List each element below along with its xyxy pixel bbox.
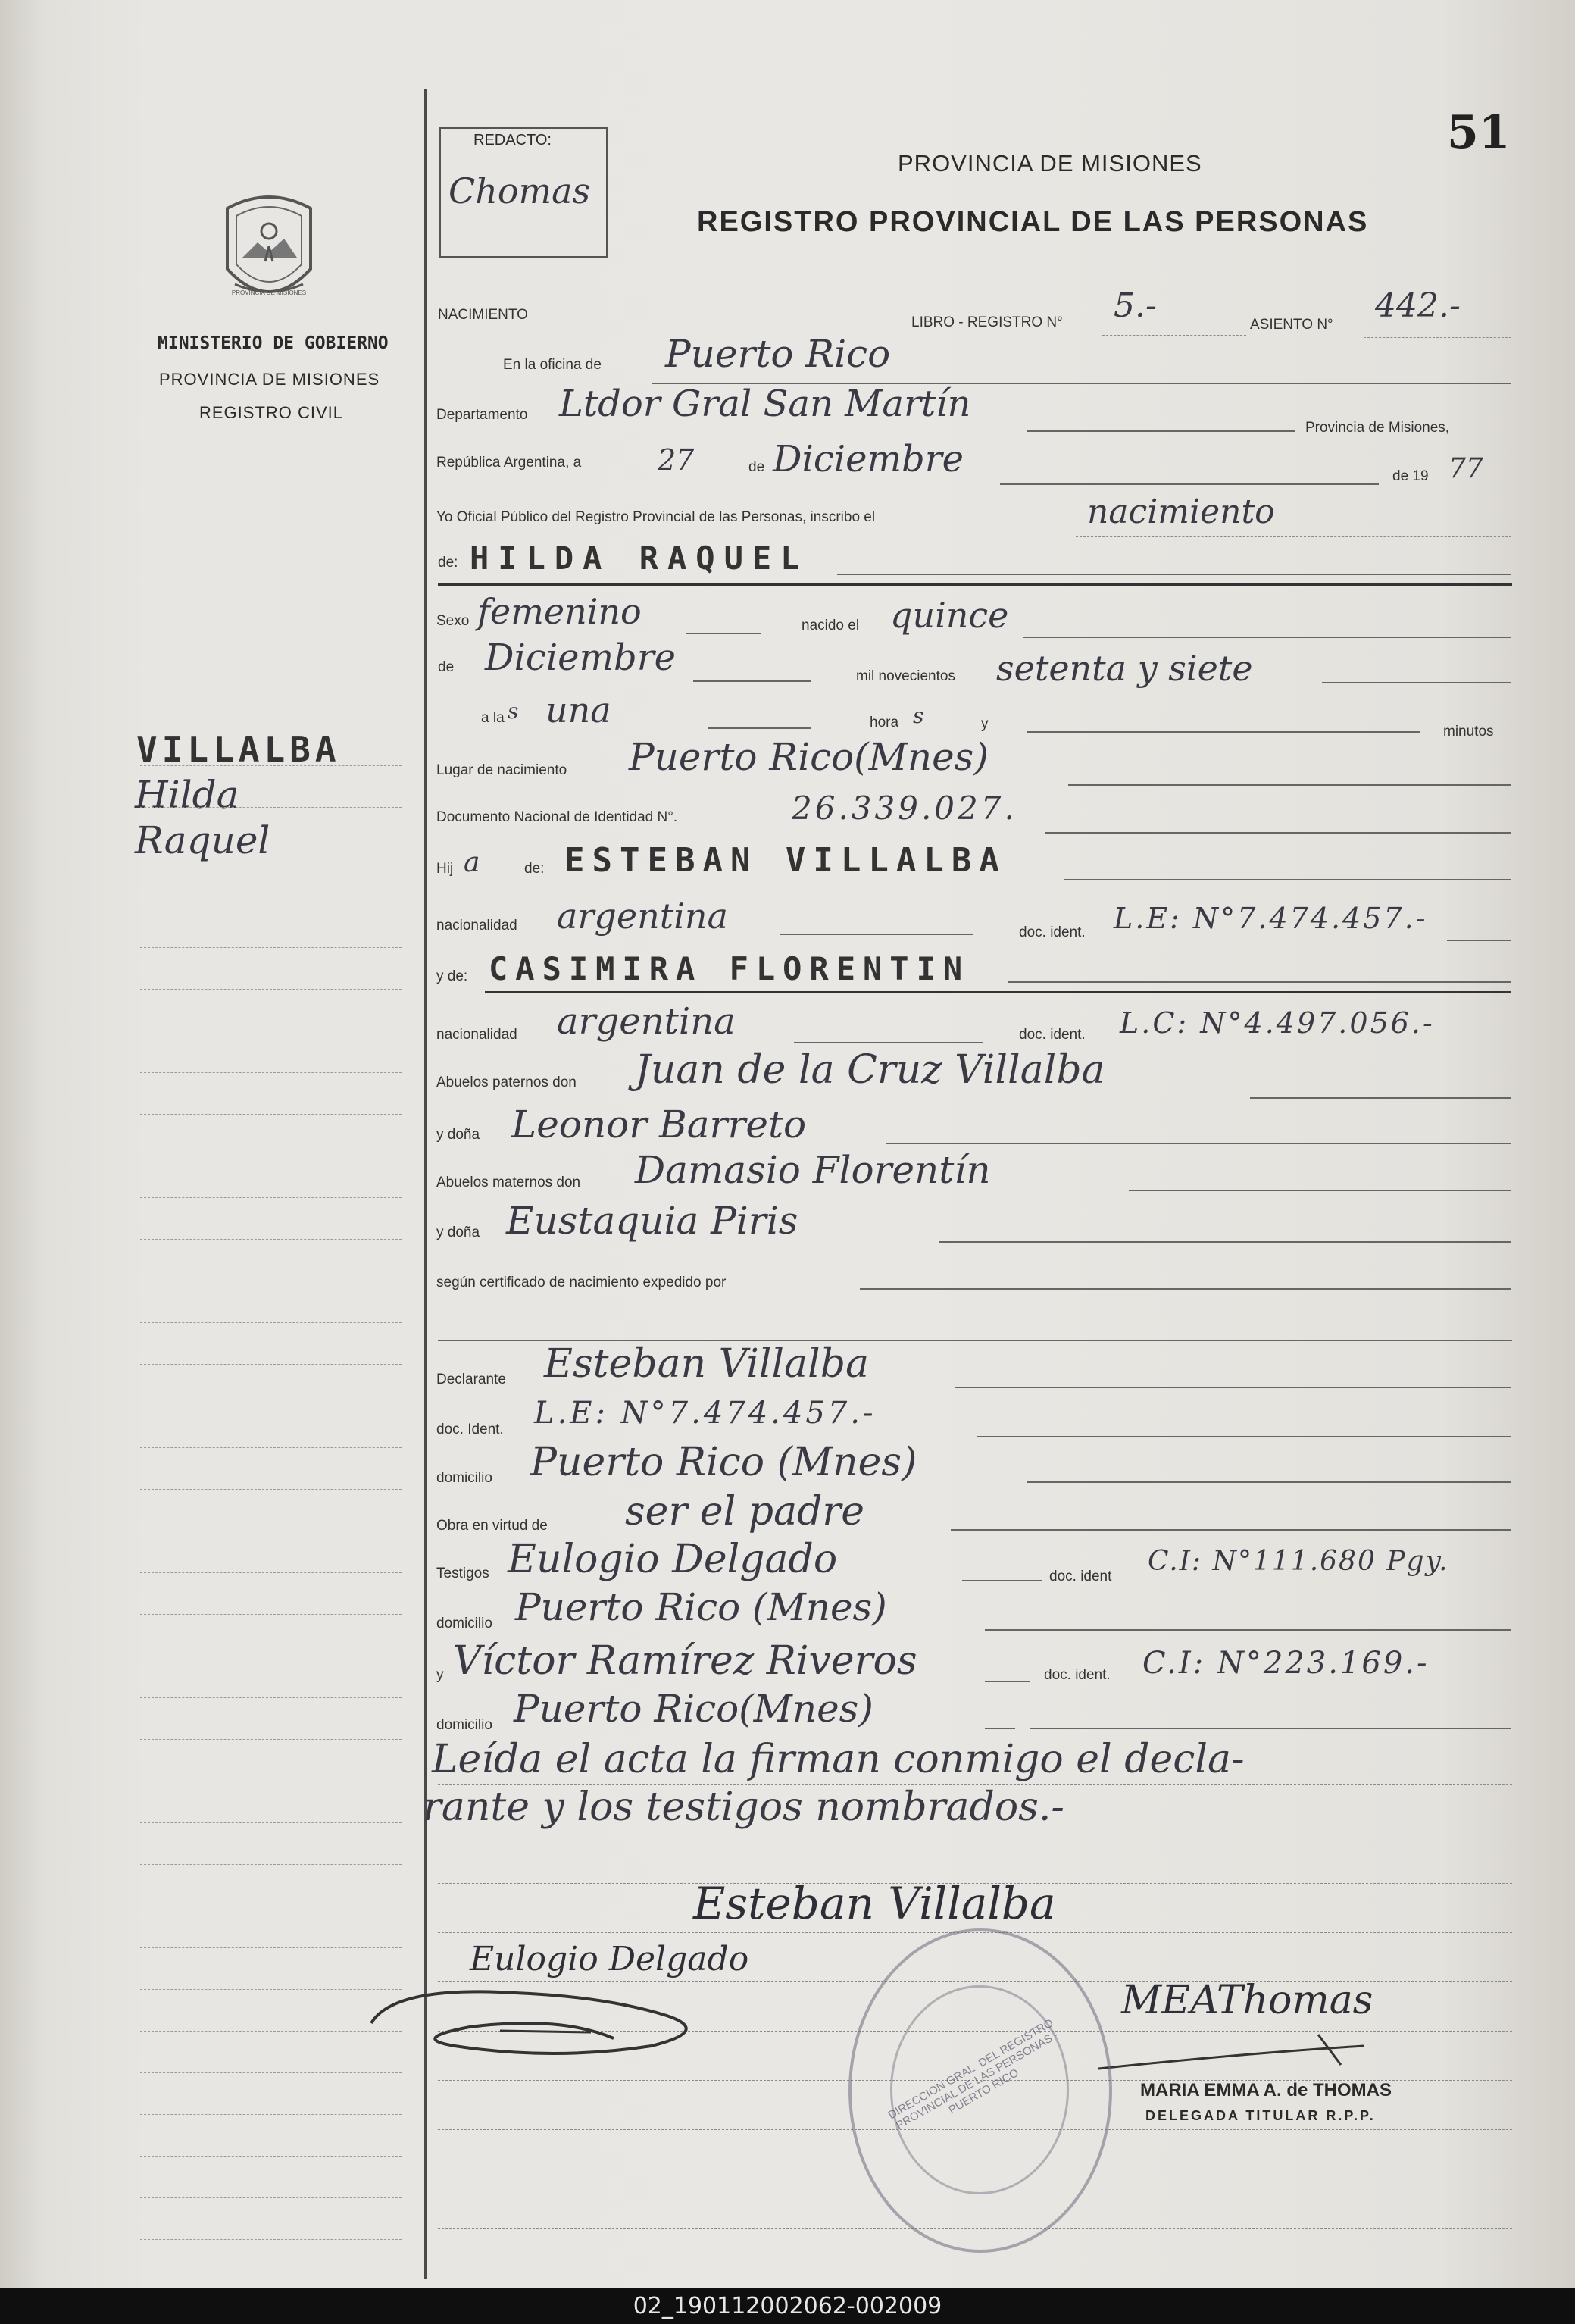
- doc-testigo2-value: C.I: N°223.169.-: [1142, 1646, 1430, 1681]
- cierre-line1: Leída el acta la firman conmigo el decla-: [432, 1737, 1245, 1782]
- libro-value: 5.-: [1114, 286, 1157, 325]
- ministry-line1: MINISTERIO DE GOBIERNO: [158, 333, 389, 353]
- abuela-pat-value: Leonor Barreto: [511, 1103, 807, 1146]
- official-name: MARIA EMMA A. de THOMAS: [1140, 2080, 1392, 2100]
- libro-label: LIBRO - REGISTRO N°: [911, 314, 1063, 330]
- column-divider: [424, 89, 427, 2279]
- departamento-value: Ltdor Gral San Martín: [559, 383, 971, 425]
- oficina-label: En la oficina de: [503, 357, 602, 373]
- declarante-value: Esteban Villalba: [544, 1341, 870, 1387]
- abuela-mat-value: Eustaquia Piris: [506, 1199, 798, 1243]
- cierre-line2: rante y los testigos nombrados.-: [423, 1784, 1064, 1830]
- y2-label: y: [436, 1667, 444, 1683]
- y-dona-pat-label: y doña: [436, 1127, 480, 1143]
- testigo1-value: Eulogio Delgado: [508, 1537, 838, 1582]
- doc-madre-label: doc. ident.: [1019, 1027, 1086, 1043]
- hij-label: Hij: [436, 861, 454, 877]
- redacto-label: REDACTO:: [473, 132, 552, 149]
- dni-value: 26.339.027.: [792, 790, 1017, 827]
- acto-value: nacimiento: [1087, 493, 1275, 531]
- a-las-label: a la: [481, 710, 505, 726]
- nac-madre-label: nacionalidad: [436, 1027, 517, 1043]
- obra-label: Obra en virtud de: [436, 1518, 548, 1534]
- hora-value: una: [545, 690, 611, 730]
- obra-value: ser el padre: [625, 1489, 864, 1534]
- testigos-label: Testigos: [436, 1565, 489, 1581]
- sexo-label: Sexo: [436, 613, 470, 629]
- republica-label: República Argentina, a: [436, 455, 582, 471]
- mil-label: mil novecientos: [856, 668, 955, 684]
- doc-declarante-value: L.E: N°7.474.457.-: [534, 1396, 877, 1431]
- y-dona-mat-label: y doña: [436, 1225, 480, 1240]
- de-mes-label: de: [748, 459, 765, 475]
- signature-testigo: Eulogio Delgado: [470, 1940, 749, 1978]
- anio-label: de 19: [1392, 468, 1429, 484]
- signature-oficial-stroke: [1091, 2031, 1394, 2076]
- ministry-line3: REGISTRO CIVIL: [199, 403, 344, 422]
- doc-padre-label: doc. ident.: [1019, 924, 1086, 940]
- doc-padre-value: L.E: N°7.474.457.-: [1114, 902, 1428, 935]
- doc-testigo1-value: C.I: N°111.680 Pgy.: [1148, 1546, 1449, 1577]
- domicilio-t2-value: Puerto Rico(Mnes): [514, 1687, 873, 1731]
- nac-padre-value: argentina: [557, 896, 728, 937]
- lugar-value: Puerto Rico(Mnes): [629, 735, 989, 779]
- margin-surname: VILLALBA: [136, 729, 341, 770]
- domicilio-t1-value: Puerto Rico (Mnes): [515, 1585, 887, 1629]
- doc-declarante-label: doc. Ident.: [436, 1422, 504, 1437]
- domicilio-t1-label: domicilio: [436, 1616, 492, 1631]
- asiento-value: 442.-: [1375, 286, 1461, 325]
- domicilio-declarante-value: Puerto Rico (Mnes): [530, 1440, 917, 1485]
- dia-value: 27: [658, 443, 695, 477]
- nacimiento-label: NACIMIENTO: [438, 307, 528, 323]
- declarante-label: Declarante: [436, 1372, 506, 1387]
- oficial-label: Yo Oficial Público del Registro Provincial de las Personas, inscribo el: [436, 509, 876, 525]
- de2-label: de: [438, 659, 455, 675]
- redacto-value: Chomas: [448, 170, 591, 211]
- nac-padre-label: nacionalidad: [436, 918, 517, 934]
- y-de-label: y de:: [436, 968, 468, 984]
- departamento-label: Departamento: [436, 407, 528, 423]
- margin-given1: Hilda: [135, 773, 239, 817]
- asiento-label: ASIENTO N°: [1250, 317, 1333, 333]
- domicilio-declarante-label: domicilio: [436, 1470, 492, 1486]
- doc-testigo1-label: doc. ident: [1049, 1569, 1112, 1584]
- seal-caption: PROVINCIA DE MISIONES: [231, 289, 307, 296]
- nac-madre-value: argentina: [557, 1000, 736, 1043]
- minutos-label: minutos: [1443, 724, 1494, 740]
- sexo-value: femenino: [477, 591, 642, 632]
- official-title: DELEGADA TITULAR R.P.P.: [1145, 2108, 1376, 2123]
- de-nombre-label: de:: [438, 555, 458, 571]
- anio-nac-value: setenta y siete: [996, 648, 1253, 689]
- padre-value: ESTEBAN VILLALBA: [564, 841, 1007, 880]
- doc-madre-value: L.C: N°4.497.056.-: [1120, 1006, 1435, 1040]
- nombre-value: HILDA RAQUEL: [470, 540, 809, 577]
- lugar-label: Lugar de nacimiento: [436, 762, 567, 778]
- abuelos-pat-label: Abuelos paternos don: [436, 1074, 577, 1090]
- anio-value: 77: [1448, 453, 1483, 484]
- testigo2-value: Víctor Ramírez Riveros: [453, 1638, 917, 1684]
- page-number: 51: [1447, 106, 1511, 159]
- abuelo-pat-value: Juan de la Cruz Villalba: [635, 1047, 1105, 1093]
- segun-label: según certificado de nacimiento expedido por: [436, 1275, 727, 1290]
- domicilio-t2-label: domicilio: [436, 1717, 492, 1733]
- signature-flourish: [364, 1963, 758, 2076]
- hora-label: hora: [870, 715, 899, 730]
- header-province: PROVINCIA DE MISIONES: [898, 150, 1202, 177]
- doc-testigo2-label: doc. ident.: [1044, 1667, 1111, 1683]
- oficina-value: Puerto Rico: [665, 332, 891, 376]
- abuelos-mat-label: Abuelos maternos don: [436, 1175, 581, 1190]
- hij-suffix: a: [464, 847, 480, 878]
- dni-label: Documento Nacional de Identidad N°.: [436, 809, 678, 825]
- nacido-label: nacido el: [802, 618, 860, 633]
- madre-value: CASIMIRA FLORENTIN: [489, 950, 970, 987]
- abuelo-mat-value: Damasio Florentín: [635, 1148, 991, 1192]
- de-padre-label: de:: [524, 861, 545, 877]
- mes-value: Diciembre: [773, 438, 964, 480]
- hora-s: s: [913, 703, 924, 728]
- signature-declarante: Esteban Villalba: [693, 1878, 1056, 1929]
- a-las-s: s: [508, 699, 519, 724]
- ministry-line2: PROVINCIA DE MISIONES: [159, 370, 380, 389]
- header-registry: REGISTRO PROVINCIAL DE LAS PERSONAS: [697, 206, 1369, 238]
- image-id-footer: 02_190112002062-002009: [0, 2288, 1575, 2324]
- mes-nac-value: Diciembre: [485, 637, 677, 679]
- signature-oficial: MEAThomas: [1121, 1978, 1373, 2023]
- provincia-label: Provincia de Misiones,: [1305, 420, 1450, 436]
- margin-given2: Raquel: [135, 818, 270, 862]
- stamp-text: DIRECCION GRAL. DEL REGISTRO PROVINCIAL DE LAS PERSONAS · PUERTO RICO: [886, 2016, 1061, 2132]
- y-label: y: [981, 716, 989, 732]
- nacido-value: quince: [890, 595, 1009, 636]
